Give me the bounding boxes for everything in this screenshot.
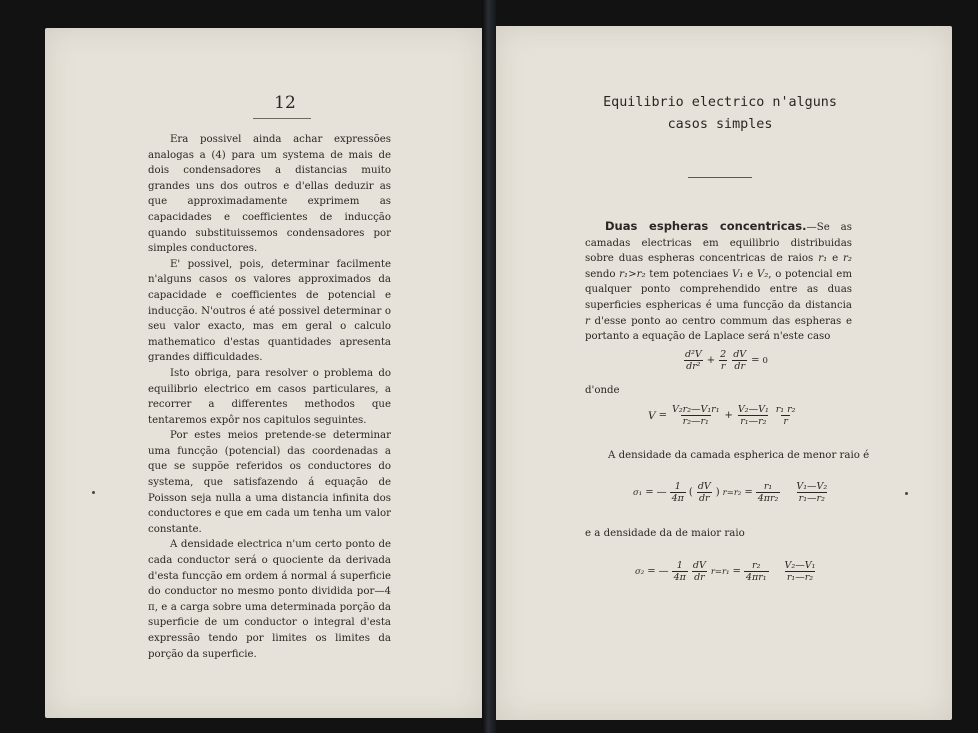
density-inner-equation: σ₁ = — $\frac{1}{4\pi}$ ( $\frac{dV}{dr}$ ) r=r₂ = $\frac{\text{r₁}}{\text{4πr₂}}$ $\frac{\text{V₁—V₂}}{\text{r₁—r₂}}$: [633, 481, 828, 504]
fraction: $\frac{\text{V₁—V₂}}{\text{r₁—r₂}}$: [796, 481, 828, 504]
right-body-text: [585, 219, 852, 345]
symbol-V1: V₁: [732, 268, 744, 280]
paragraph: Era possivel ainda achar expressões analogas a (4) para um systema de mais de dois condensadores a distancias muito grandes uns dos outros e d'ellas deduzir as que approximadamente exprimem as capacidades e coefficientes de inducção quando substituissemos condensadores por simples conductores.: [148, 134, 391, 255]
section-heading: Duas espheras concentricas.: [605, 219, 807, 233]
text-run: —Se as camadas electricas em equilibrio distribuidas sobre duas espheras concentricas de raios: [585, 222, 852, 265]
chapter-title-line: Equilibrio electrico n'alguns: [603, 95, 837, 110]
paragraph: [585, 219, 852, 345]
d-onde-text: d'onde: [585, 385, 620, 396]
paper-speck: [905, 492, 908, 495]
fraction: $\frac{\text{V₂—V₁}}{\text{r₁—r₂}}$: [737, 404, 769, 427]
symbol-gt: >: [628, 268, 637, 280]
chapter-title-line: casos simples: [667, 117, 773, 132]
symbol-r2: r₂: [843, 253, 852, 265]
paragraph: Isto obriga, para resolver o problema do equilibrio electrico em casos particulares, a recorrer a differentes methodos que tentaremos expôr nos capitulos seguintes.: [148, 367, 391, 426]
chapter-title: [600, 92, 840, 136]
page-number-rule: [253, 118, 311, 119]
text-run: d'esse ponto ao centro commum das espheras e portanto a equação de Laplace será n'este caso: [585, 315, 852, 343]
density-small-text: A densidade da camada espherica de menor raio é: [608, 450, 870, 461]
title-rule: [688, 177, 752, 178]
symbol-V2: V₂: [756, 268, 769, 280]
text-run: e: [827, 253, 844, 265]
left-body-text: [148, 132, 391, 662]
fraction: $\frac{dV}{dr}$: [733, 349, 747, 372]
fraction: $\frac{dV}{dr}$: [697, 481, 711, 504]
text-run: sendo: [585, 268, 620, 280]
fraction: $\frac{\text{V₂—V₁}}{\text{r₁—r₂}}$: [784, 560, 816, 583]
density-outer-equation: σ₂ = — $\frac{1}{4\pi}$ $\frac{dV}{dr}$ r=r₁ = $\frac{\text{r₂}}{\text{4πr₁}}$ $\frac{\text{V₂—V₁}}{\text{r₁—r₂}}$: [635, 560, 816, 583]
text-run: tem potenciaes: [645, 268, 733, 280]
paper-speck: [92, 491, 95, 494]
paragraph: A densidade electrica n'um certo ponto de cada conductor será o quociente da derivada d'esta funcção em ordem á normal á superficie do conductor no mesmo ponto dividida por—4 π, e a carga sobre uma determinada porção da superficie de um conductor o integral d'esta expressão tendo por limites os limites da porção da superficie.: [148, 539, 391, 660]
fraction: $\frac{\text{d²V}}{\text{dr²}}$: [685, 349, 702, 372]
fraction: $\frac{\text{r₂}}{\text{4πr₁}}$: [745, 560, 767, 583]
symbol-r2: r₂: [636, 268, 646, 280]
page-number: 12: [274, 93, 296, 113]
fraction: $\frac{\text{r₁}}{\text{4πr₂}}$: [757, 481, 779, 504]
fraction: $\frac{1}{4\pi}$: [671, 481, 684, 504]
potential-equation: V = $\frac{\text{V₂r₂—V₁r₁}}{\text{r₂—r₁}}$ + $\frac{\text{V₂—V₁}}{\text{r₁—r₂}}$ $\frac{\text{r₁ r₂}}{r}$: [648, 404, 796, 427]
text-run: e: [743, 268, 757, 280]
paragraph: Por estes meios pretende-se determinar uma funcção (potencial) das coordenadas a que se suppõe referidos os conductores do systema, que satisfazendo á equação de Poisson seja nulla a uma distancia infinita dos conductores e que em cada um tenha um valor constante.: [148, 430, 391, 535]
fraction: $\frac{1}{4\pi}$: [673, 560, 686, 583]
fraction: $\frac{dV}{dr}$: [692, 560, 706, 583]
text-run: , o potencial em qualquer ponto comprehendido entre as duas superficies esphericas é uma funcção da distancia: [585, 268, 852, 311]
symbol-r: r: [585, 315, 590, 327]
book-spine: [482, 0, 496, 733]
density-large-text: e a densidade da de maior raio: [585, 528, 745, 539]
laplace-equation: $\frac{\text{d²V}}{\text{dr²}}$ + $\frac{2}{r}$ $\frac{dV}{dr}$ = 0: [685, 349, 768, 372]
fraction: $\frac{2}{r}$: [720, 349, 727, 372]
fraction: $\frac{\text{V₂r₂—V₁r₁}}{\text{r₂—r₁}}$: [671, 404, 720, 427]
symbol-r1: r₁: [619, 268, 629, 280]
paragraph: E' possivel, pois, determinar facilmente n'alguns casos os valores approximados da capacidade e coefficientes de potencial e inducção. N'outros é até possivel determinar o seu valor exacto, mas em geral o calculo mathematico d'estas quantidades apresenta grandes difficuldades.: [148, 258, 391, 364]
fraction: $\frac{\text{r₁ r₂}}{r}$: [775, 404, 796, 427]
symbol-r1: r₁: [818, 253, 828, 265]
